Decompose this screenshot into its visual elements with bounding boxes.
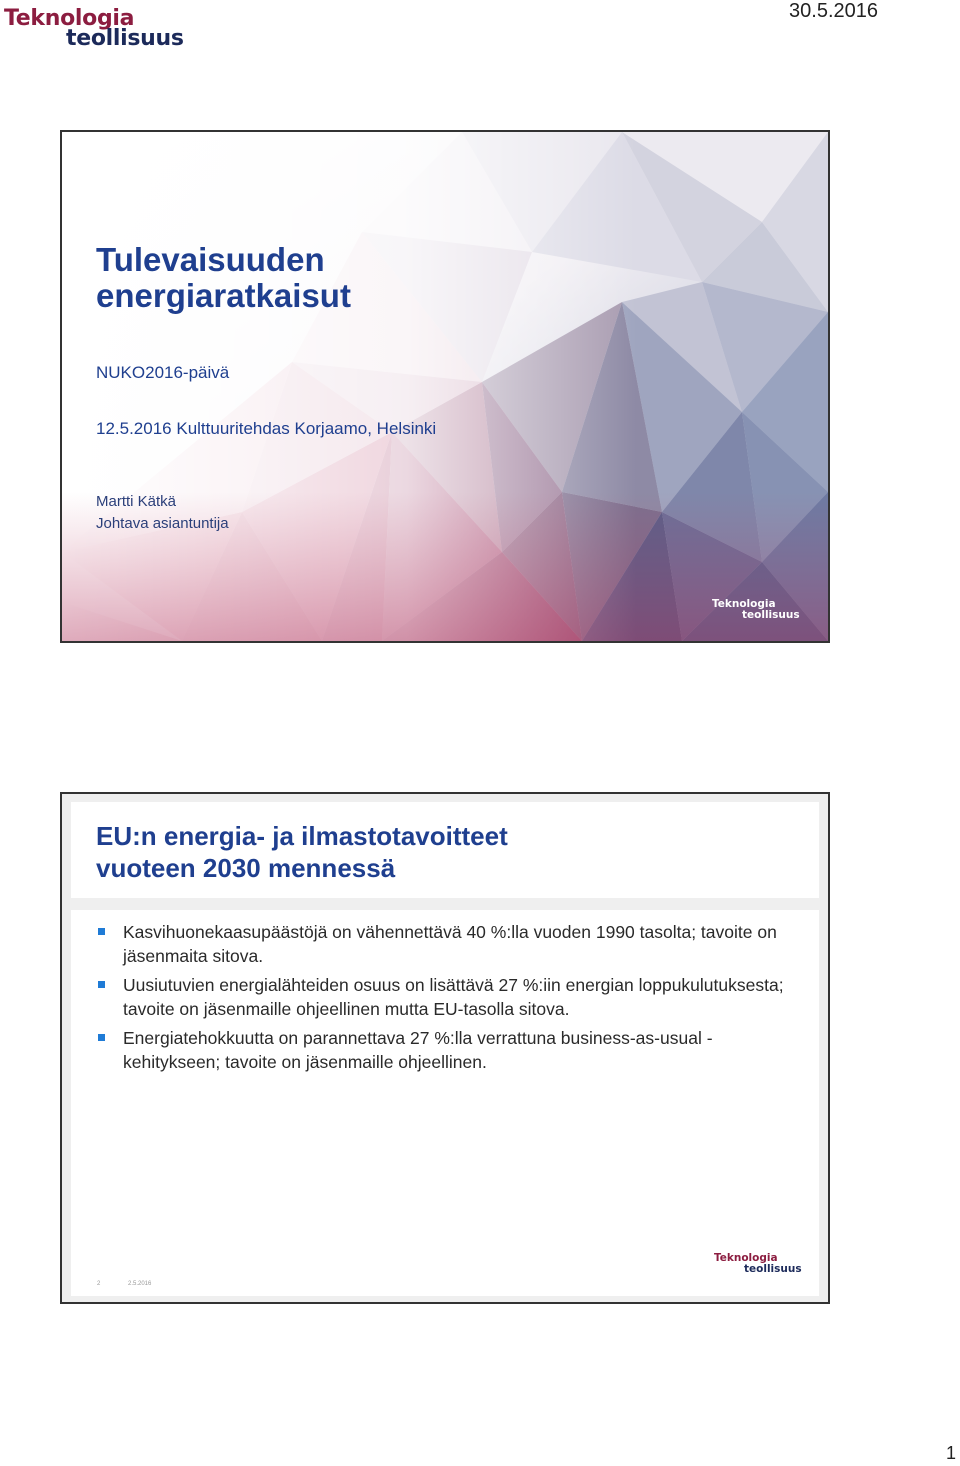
- square-bullet-icon: [98, 928, 105, 935]
- slide-2-footer-number: 2: [97, 1281, 101, 1287]
- square-bullet-icon: [98, 1034, 105, 1041]
- slide-1-logo: [712, 599, 800, 620]
- page-logo-line2: teollisuus: [66, 26, 184, 51]
- slide-2-footer-date: 2.5.2016: [128, 1281, 152, 1287]
- slide-1-logo-line1: Teknologia: [712, 598, 776, 610]
- presenter-name: Martti Kätkä: [96, 493, 177, 510]
- slide-2-logo: [714, 1253, 802, 1274]
- slide-2: [60, 792, 830, 1304]
- bullet-text: Kasvihuonekaasupäästöjä on vähennettävä 40 %:lla vuoden 1990 tasolta; tavoite on jäsenmaita sitova.: [123, 922, 777, 966]
- page-logo-line1: Teknologia: [4, 6, 135, 31]
- slide-1-title-block: [96, 242, 416, 314]
- slide-2-logo-line2: teollisuus: [744, 1262, 802, 1275]
- page-logo: [4, 8, 184, 50]
- page-number: 1: [945, 1443, 956, 1463]
- bullet-item: [96, 973, 796, 1021]
- slide-2-title-line2: vuoteen 2030 mennessä: [96, 853, 396, 883]
- slide-1-presenter: [96, 491, 229, 535]
- square-bullet-icon: [98, 981, 105, 988]
- slide-2-title: [96, 820, 508, 884]
- bullet-text: Uusiutuvien energialähteiden osuus on lisättävä 27 %:iin energian loppukulutuksesta; tavoite on jäsenmaille ohjeellinen mutta EU-tasolla sitova.: [123, 975, 784, 1019]
- slide-1-title: Tulevaisuuden energiaratkaisut: [96, 241, 351, 314]
- bullet-item: [96, 1026, 796, 1074]
- slide-1-event: NUKO2016-päivä: [96, 363, 230, 382]
- slide-2-header: [71, 802, 819, 898]
- bullet-item: [96, 920, 796, 968]
- slide-1-background: [62, 132, 828, 641]
- slide-2-bullet-list: [96, 920, 796, 1079]
- presenter-role: Johtava asiantuntija: [96, 515, 229, 532]
- slide-1: [60, 130, 830, 643]
- slide-2-title-line1: EU:n energia- ja ilmastotavoitteet: [96, 821, 508, 851]
- page-date: 30.5.2016: [789, 0, 878, 22]
- slide-2-logo-line1: Teknologia: [714, 1252, 778, 1264]
- bullet-text: Energiatehokkuutta on parannettava 27 %:lla verrattuna business-as-usual -kehitykseen; tavoite on jäsenmaille ohjeellinen.: [123, 1028, 713, 1072]
- slide-1-logo-line2: teollisuus: [742, 608, 800, 621]
- slide-2-body: [71, 910, 819, 1296]
- slide-1-place: 12.5.2016 Kulttuuritehdas Korjaamo, Helsinki: [96, 419, 437, 438]
